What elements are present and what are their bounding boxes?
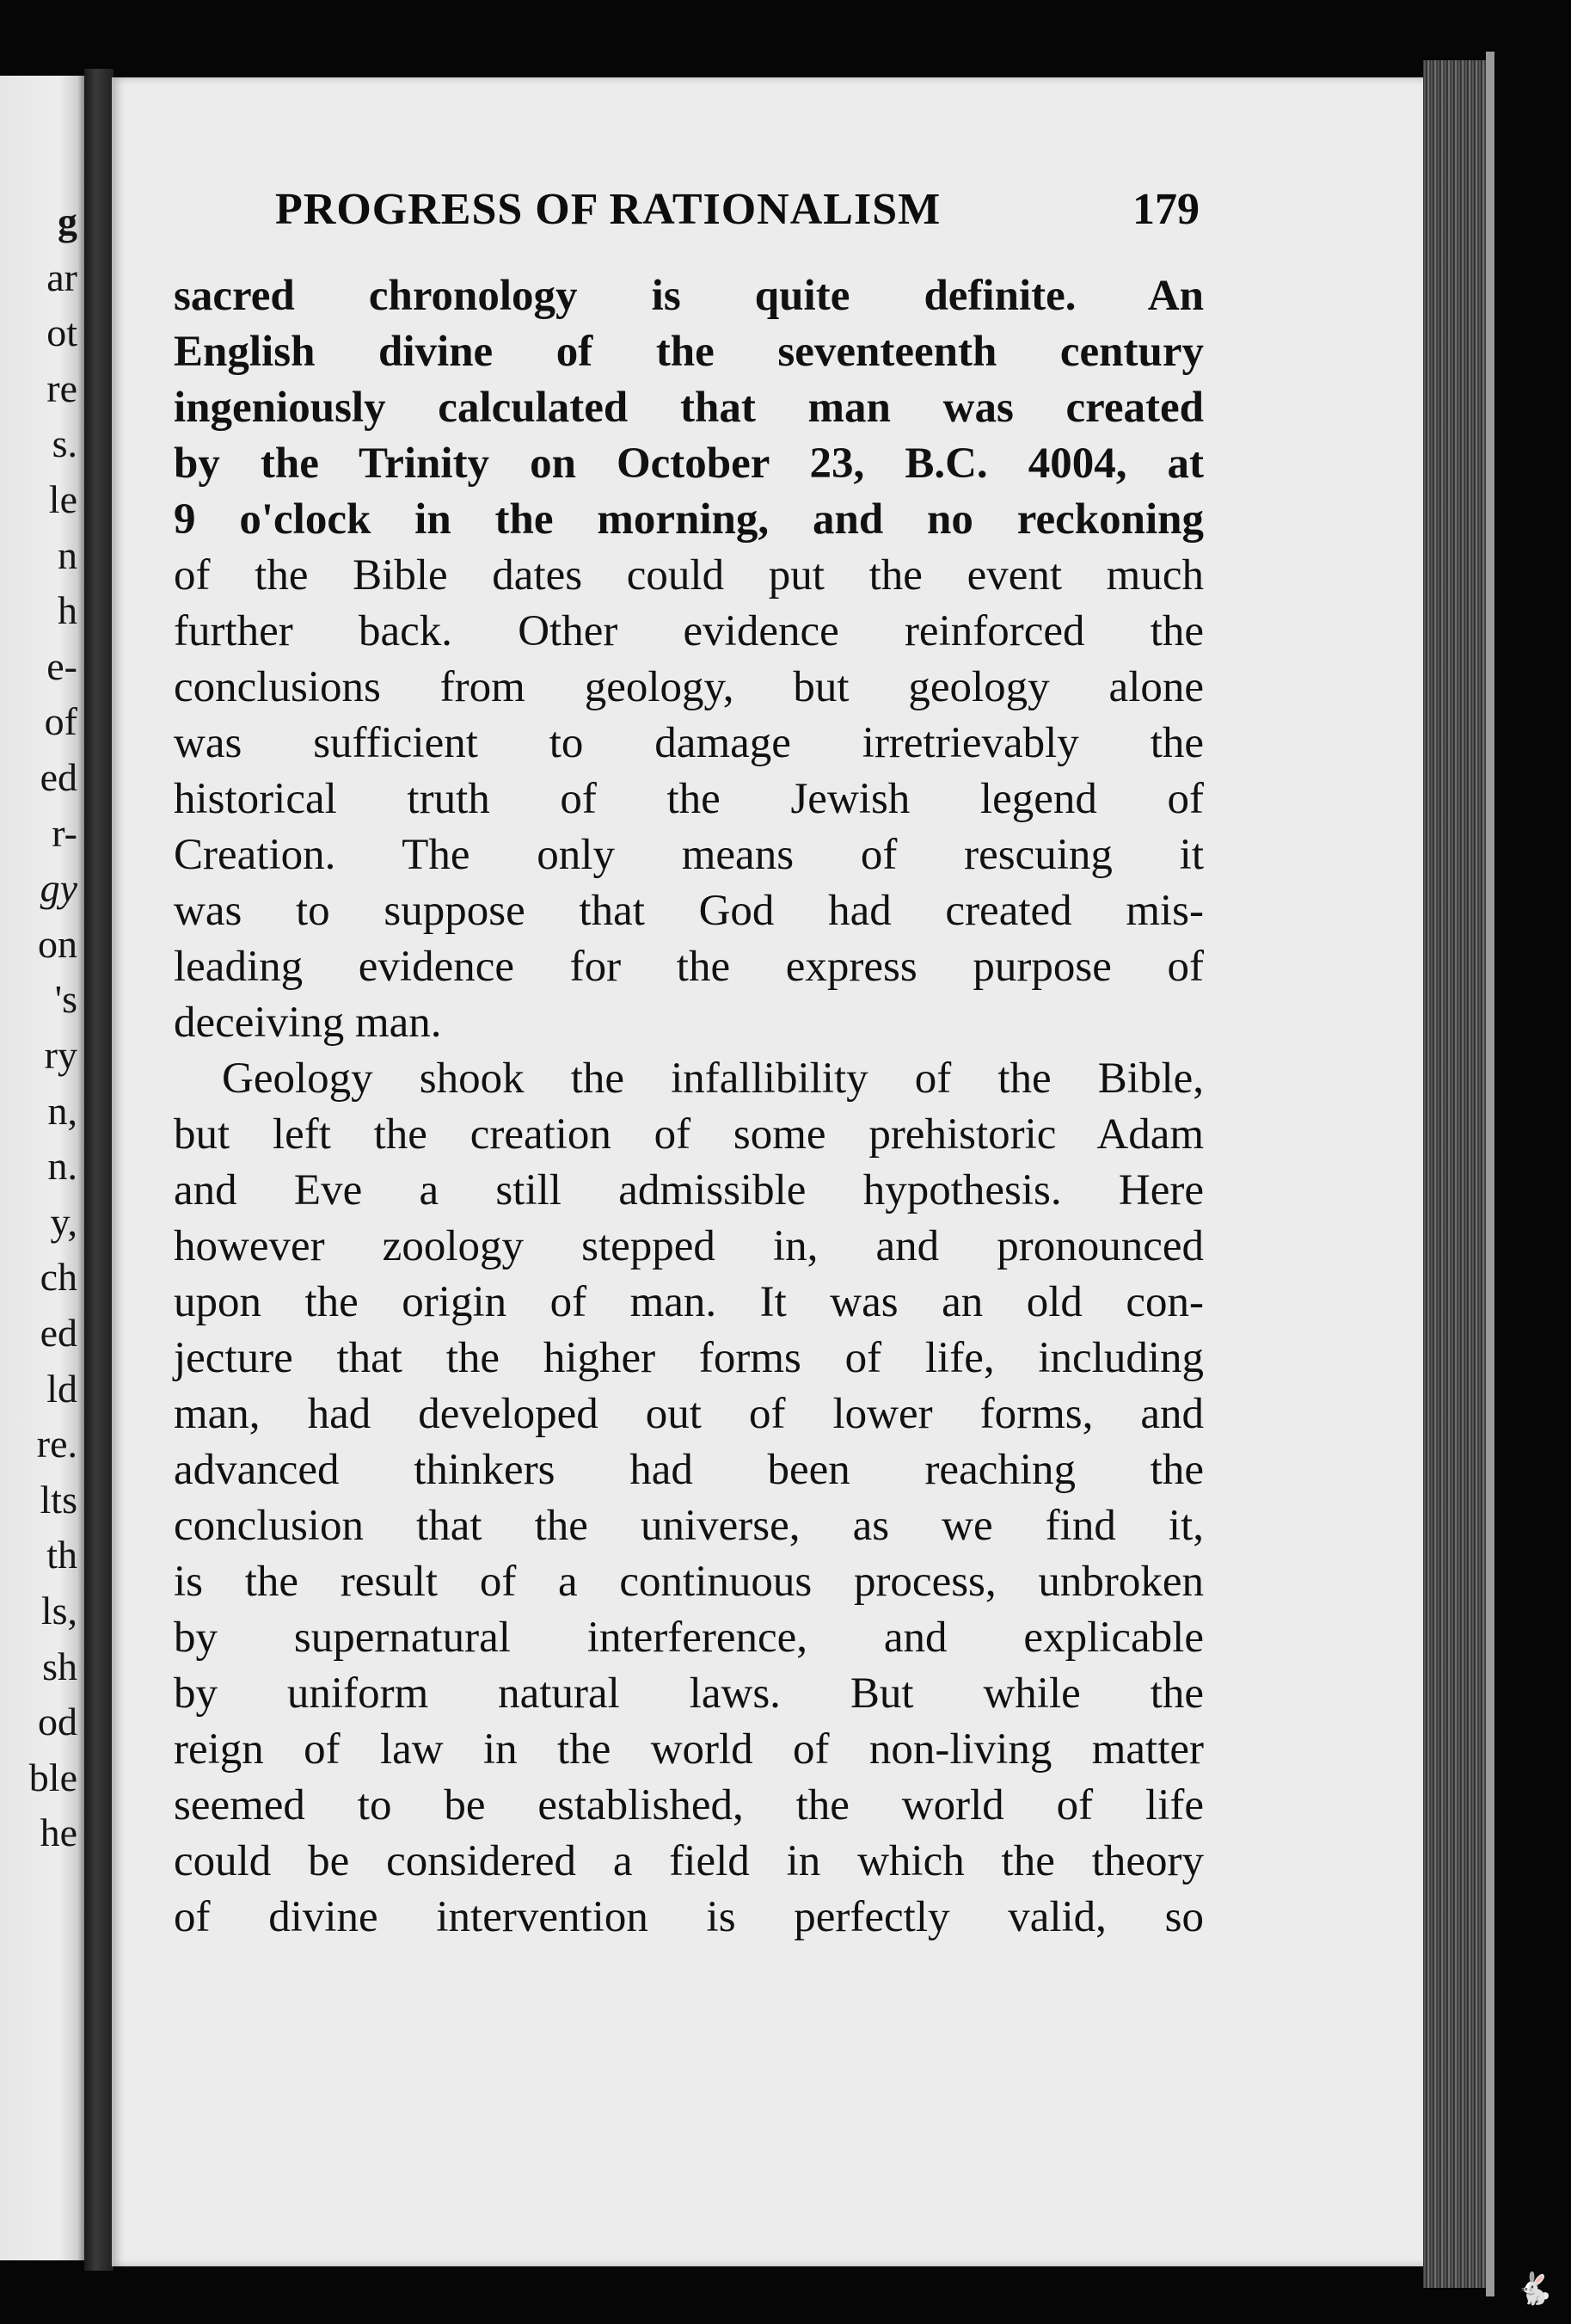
left-page-fragment: od [38,1700,77,1744]
text-line: by the Trinity on October 23, B.C. 4004, at [174,440,1204,488]
text-line: by supernatural interference, and explicable [174,1614,1204,1662]
rabbit-icon: 🐇 [1515,2272,1554,2307]
left-page-fragment: r- [52,810,77,855]
text-line: by uniform natural laws. But while the [174,1669,1204,1718]
page-number: 179 [1132,185,1200,234]
text-line: is the result of a continuous process, unbroken [174,1558,1204,1606]
text-line: further back. Other evidence reinforced the [174,607,1204,655]
text-line: historical truth of the Jewish legend of [174,775,1204,823]
left-page-fragment: e- [46,643,77,688]
text-line: Geology shook the infallibility of the Bible, [222,1054,1204,1103]
body-text [174,268,1204,1946]
left-page-fragment: gy [40,866,77,911]
left-page-fragment: n. [47,1144,77,1189]
left-page-fragment: th [46,1533,77,1577]
text-line: ingeniously calculated that man was created [174,384,1204,432]
text-line: sacred chronology is quite definite. An [174,272,1204,320]
left-page-fragment: 's [54,977,77,1022]
left-page-fragment: ble [28,1755,77,1799]
text-line: of the Bible dates could put the event much [174,551,1204,599]
text-line: conclusion that the universe, as we find it, [174,1502,1204,1550]
running-head [275,181,1200,239]
left-page-fragment: n [58,532,77,577]
left-page-fragment: ot [46,310,77,355]
text-line: upon the origin of man. It was an old con- [174,1278,1204,1326]
text-line: reign of law in the world of non-living matter [174,1725,1204,1774]
left-page-fragment: ry [44,1033,77,1077]
left-page-fragment: h [58,588,77,633]
left-page-fragment: g [58,200,77,243]
text-line: 9 o'clock in the morning, and no reckoning [174,495,1204,544]
left-page-fragment: lts [40,1477,77,1522]
paragraph-1 [174,268,1204,1051]
text-line: advanced thinkers had been reaching the [174,1446,1204,1494]
left-page-fragment: y, [50,1199,77,1244]
left-page-fragment: ld [46,1366,77,1411]
book-gutter [84,69,114,2271]
left-page-fragment: s. [52,421,77,466]
left-page-fragment: ed [40,1311,77,1355]
left-page-fragment: ar [46,255,77,299]
left-page-fragment: re [46,366,77,410]
left-page-fragment: ls, [40,1589,77,1632]
text-line: was sufficient to damage irretrievably the [174,719,1204,767]
text-line: Creation. The only means of rescuing it [174,831,1204,879]
text-line: but left the creation of some prehistoric Adam [174,1110,1204,1159]
text-line: and Eve a still admissible hypothesis. Here [174,1166,1204,1214]
text-line: could be considered a field in which the theory [174,1837,1204,1885]
text-line: however zoology stepped in, and pronounced [174,1222,1204,1270]
text-line: leading evidence for the express purpose of [174,943,1204,991]
text-line: seemed to be established, the world of life [174,1781,1204,1829]
text-line: man, had developed out of lower forms, and [174,1390,1204,1438]
paragraph-2 [174,1051,1204,1946]
left-page-fragment: he [40,1811,77,1855]
text-line: of divine intervention is perfectly valid, so [174,1893,1204,1941]
text-line: English divine of the seventeenth century [174,328,1204,376]
left-page-fragment: n, [47,1088,77,1133]
text-line: deceiving man. [174,999,442,1047]
left-page-fragment: on [38,921,77,966]
left-page-fragment: re. [36,1422,77,1466]
left-page-fragment: sh [42,1644,77,1688]
text-line: conclusions from geology, but geology alone [174,663,1204,711]
page-edges-outer [1486,52,1494,2296]
left-page-fragment: of [44,699,77,744]
left-facing-page [0,76,84,2260]
left-page-fragment: ed [40,755,77,799]
text-line: jecture that the higher forms of life, including [174,1334,1204,1382]
left-page-fragment: le [48,477,77,521]
left-page-fragment: ch [40,1255,77,1300]
running-head-title: PROGRESS OF RATIONALISM [275,185,942,234]
page-edges [1423,60,1492,2288]
text-line: was to suppose that God had created mis- [174,887,1204,935]
